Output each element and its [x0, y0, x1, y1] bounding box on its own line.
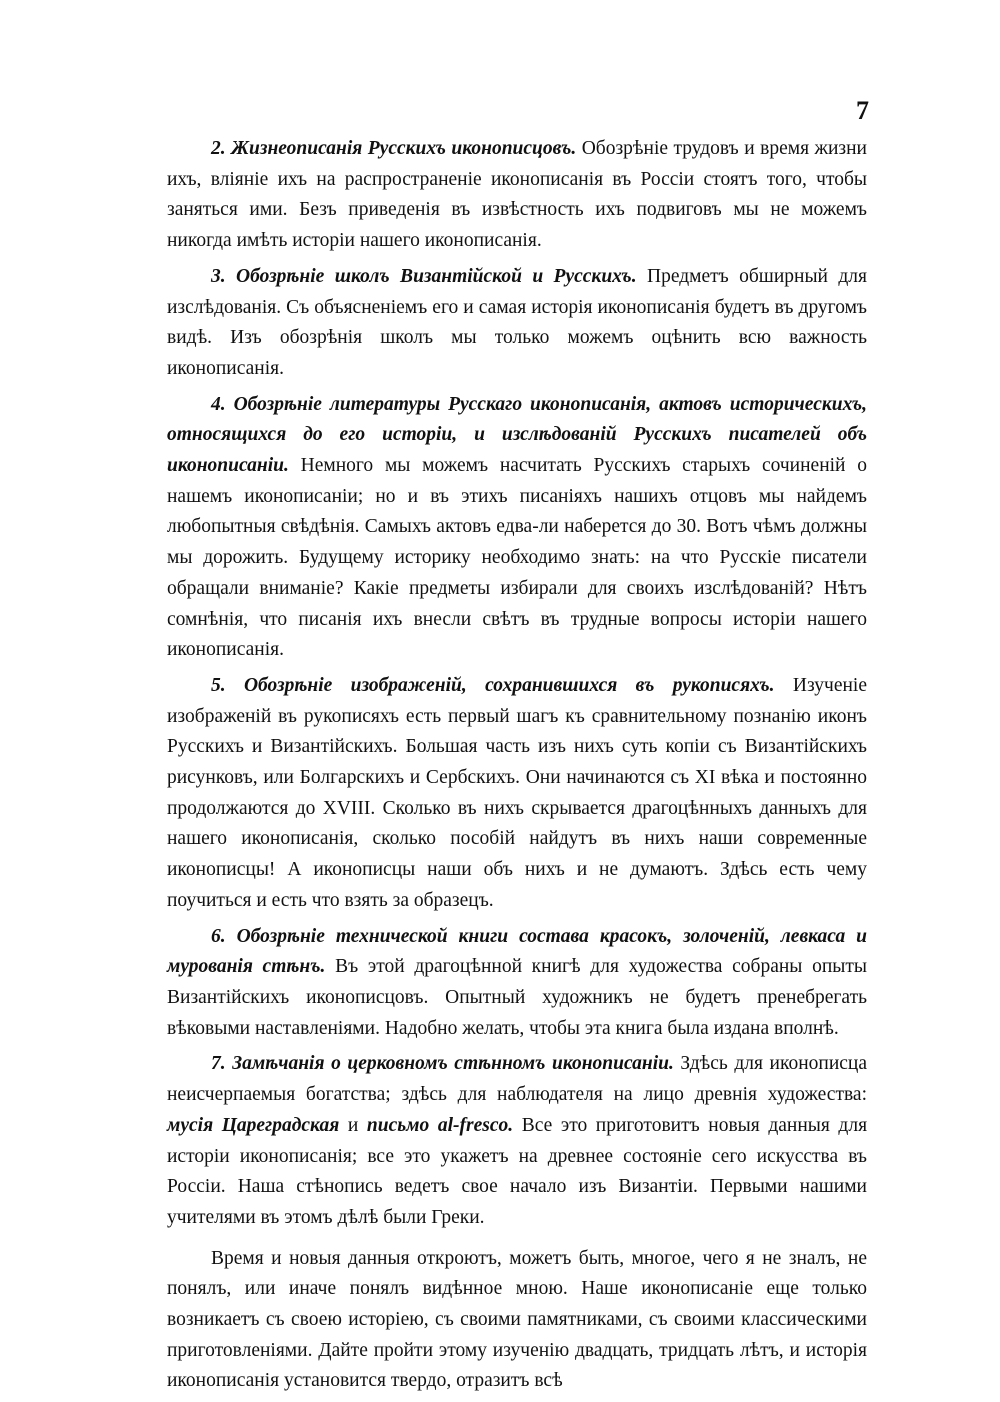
- section-7: [167, 1049, 867, 1233]
- section-text: Изученіе изображеній въ рукописяхъ есть первый шагъ къ сравнительному познанію иконъ Русскихъ и Византійскихъ. Большая часть изъ нихъ суть копіи съ Византійскихъ рисунковъ, или Болгарскихъ и Сербскихъ. Они начинаются съ XI вѣка и постоянно продолжаются до XVIII. Сколько въ нихъ скрывается драгоцѣнныхъ данныхъ для нашего иконописанія, сколько пособій найдутъ въ нихъ наши современные иконописцы! А иконописцы наши объ нихъ и не думаютъ. Здѣсь есть чему поучиться и есть что взять за образецъ.: [167, 674, 867, 911]
- section-text: Въ этой драгоцѣнной книгѣ для художества собраны опыты Византійскихъ иконописцовъ. Опытный художникъ не будетъ пренебрегать вѣковыми наставленіями. Надобно желать, чтобы эта книга была издана вполнѣ.: [167, 956, 868, 1039]
- closing-paragraph: Время и новыя данныя откроютъ, можетъ быть, многое, чего я не зналъ, не понялъ, или иначе понялъ видѣнное мною. Наше иконописаніе еще только возникаетъ съ своею исторіею, съ своими памятниками, съ своими классическими приготовленіями. Дайте пройти этому изученію двадцать, тридцать лѣтъ, и исторія иконописанія установится твердо, отразитъ всѣ: [167, 1247, 867, 1392]
- section-heading: 3. Обозрѣніе школъ Византійской и Русскихъ.: [211, 265, 637, 287]
- section-text: Предметъ обширный для изслѣдованія. Съ объясненіемъ его и самая исторія иконописанія будетъ въ другомъ видѣ. Изъ обозрѣнія школъ мы только можемъ оцѣнить всю важность иконописанія.: [167, 265, 867, 379]
- section-text-after: Все это приготовитъ новыя данныя для исторіи иконописанія; все это укажетъ на древнее состояніе сего искусства въ Россіи. Наша стѣнопись ведетъ свое начало изъ Византіи. Первыми нашими учителями въ этомъ дѣлѣ были Греки.: [167, 1114, 868, 1228]
- page-number: 7: [856, 96, 869, 125]
- emphasis-mosaic: мусія Цареградская: [167, 1114, 340, 1136]
- section-6: [167, 922, 867, 1045]
- section-heading: 5. Обозрѣніе изображеній, сохранившихся въ рукописяхъ.: [211, 674, 775, 696]
- section-text: Немного мы можемъ насчитать Русскихъ старыхъ сочиненій о нашемъ иконописаніи; но и въ этихъ писаніяхъ нашихъ отцовъ мы найдемъ любопытныя свѣдѣнія. Самыхъ актовъ едва-ли наберется до 30. Вотъ чѣмъ должны мы дорожить. Будущему историку необходимо знать: на что Русскіе писатели обращали вниманіе? Какіе предметы избирали для своихъ изслѣдованій? Нѣтъ сомнѣнія, что писанія ихъ внесли свѣтъ въ трудные вопросы исторіи нашего иконописанія.: [167, 455, 868, 661]
- section-text-middle: и: [347, 1114, 359, 1136]
- section-heading: 6. Обозрѣніе технической книги состава красокъ, золоченій, левкаса и мурованія стѣнъ.: [167, 925, 867, 978]
- section-5: [167, 671, 867, 917]
- section-3: [167, 262, 867, 385]
- emphasis-fresco: письмо al-fresco.: [366, 1114, 514, 1136]
- section-text: Обозрѣніе трудовъ и время жизни ихъ, вліяніе ихъ на распространеніе иконописанія въ Россіи стоятъ того, чтобы заняться ими. Безъ приведенія въ извѣстность ихъ подвиговъ мы не можемъ никогда имѣть исторіи нашего иконописанія.: [167, 138, 867, 252]
- section-heading: 2. Жизнеописанія Русскихъ иконописцовъ.: [211, 138, 577, 159]
- page-body: [167, 134, 867, 1402]
- section-heading: 4. Обозрѣніе литературы Русскаго иконописанія, актовъ историческихъ, относящихся до его исторіи, и изслѣдованій Русскихъ писателей объ иконописаніи.: [167, 393, 867, 477]
- section-4: [167, 390, 867, 666]
- section-heading: 7. Замѣчанія о церковномъ стѣнномъ иконописаніи.: [211, 1053, 674, 1075]
- section-text: Здѣсь для иконописца неисчерпаемыя богатства; здѣсь для наблюдателя на лицо древнія художества:: [167, 1053, 867, 1106]
- section-2: [167, 134, 867, 257]
